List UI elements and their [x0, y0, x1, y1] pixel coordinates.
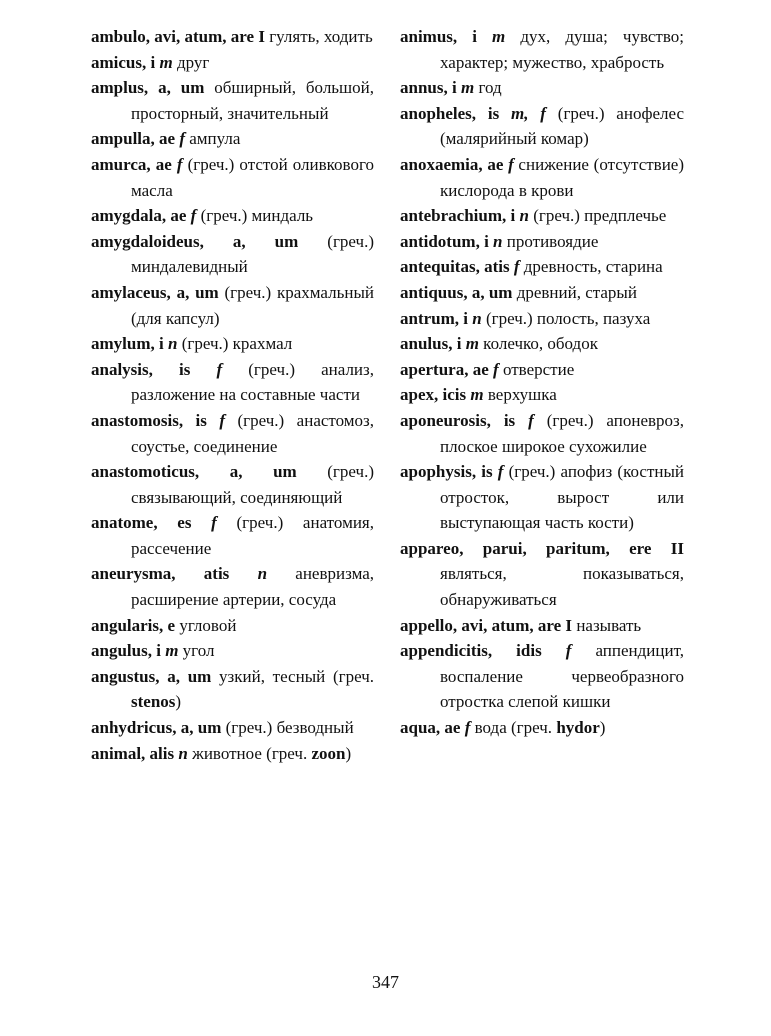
- entry-translation: (греч.) крахмал: [177, 334, 293, 354]
- entry-translation: вода (греч.: [470, 718, 557, 738]
- entry-translation: обширный, большой, просторный, значительный: [131, 78, 374, 123]
- entry-translation: угловой: [175, 615, 237, 635]
- entry-gender: f: [528, 410, 534, 430]
- entry-translation: снижение (отсутствие) кислорода в крови: [440, 154, 684, 200]
- entry-lemma: appareo, parui, paritum, ere II: [400, 538, 684, 558]
- entry-translation: ампула: [184, 129, 241, 149]
- entry-lemma: antebrachium, i: [400, 206, 516, 226]
- entry-closing-paren: ): [175, 692, 182, 712]
- dictionary-entry: [91, 203, 374, 229]
- entry-translation: являться, показываться, обнаруживаться: [440, 564, 684, 610]
- entry-gender: f: [508, 154, 514, 174]
- dictionary-entry: [400, 613, 684, 639]
- entry-translation: (греч.) миндаль: [196, 206, 314, 226]
- dictionary-entry: [91, 715, 374, 741]
- dictionary-entry: [91, 152, 374, 203]
- entry-greek-word: hydor: [556, 718, 600, 738]
- entry-translation: (греч.) связывающий, соединяющий: [131, 462, 374, 507]
- dictionary-entry: [400, 536, 684, 613]
- entry-lemma: annus, i: [400, 78, 457, 98]
- dictionary-entry: [91, 664, 374, 715]
- left-column: [91, 24, 374, 766]
- dictionary-entry: [400, 408, 684, 459]
- dictionary-entry: [91, 75, 374, 126]
- dictionary-entry: [400, 331, 684, 357]
- entry-translation: (греч.) апофиз (костный отросток, вырост или выступающая часть кости): [440, 462, 684, 533]
- entry-translation: отверстие: [498, 359, 575, 379]
- entry-translation: (греч.) крахмальный (для капсул): [131, 282, 374, 328]
- entry-lemma: anopheles, is: [400, 103, 500, 123]
- entry-greek-word: zoon: [311, 743, 346, 763]
- entry-lemma: antrum, i: [400, 308, 468, 328]
- entry-lemma: angulus, i: [91, 641, 161, 661]
- entry-lemma: angustus, a, um: [91, 666, 212, 686]
- entry-lemma: antiquus, a, um: [400, 282, 513, 302]
- entry-translation: (греч.) апоневроз, плоское широкое сухожилие: [440, 410, 684, 456]
- entry-gender: n: [493, 231, 503, 251]
- entry-gender: f: [565, 641, 572, 661]
- entry-lemma: anastomosis, is: [91, 410, 207, 430]
- entry-lemma: anoxaemia, ae: [400, 154, 504, 174]
- dictionary-entry: [400, 357, 684, 383]
- dictionary-entry: [400, 24, 684, 75]
- entry-closing-paren: ): [345, 743, 352, 763]
- entry-translation: называть: [572, 615, 642, 635]
- entry-gender: f: [513, 257, 520, 277]
- entry-gender: f: [211, 513, 217, 533]
- entry-translation: (греч.) анатомия, рассечение: [131, 513, 374, 558]
- dictionary-entry: [400, 715, 684, 741]
- entry-translation: верхушка: [483, 385, 557, 405]
- entry-gender: f: [176, 154, 183, 174]
- entry-lemma: aponeurosis, is: [400, 410, 516, 430]
- entry-translation: друг: [172, 52, 210, 72]
- right-column: [400, 24, 684, 741]
- entry-lemma: amylaceus, a, um: [91, 282, 219, 302]
- dictionary-entry: [400, 75, 684, 101]
- dictionary-entry: [91, 638, 374, 664]
- entry-lemma: apophysis, is: [400, 462, 493, 482]
- dictionary-entry: [91, 510, 374, 561]
- entry-lemma: amurca, ae: [91, 154, 172, 174]
- entry-lemma: angularis, e: [91, 615, 176, 635]
- entry-gender: f: [190, 206, 197, 226]
- entry-translation: узкий, тесный (греч.: [211, 666, 374, 686]
- entry-lemma: amylum, i: [91, 334, 164, 354]
- entry-lemma: analysis, is: [91, 359, 191, 379]
- entry-lemma: aneurysma, atis: [91, 564, 230, 584]
- entry-lemma: amplus, a, um: [91, 78, 205, 98]
- dictionary-entry: [91, 357, 374, 408]
- dictionary-entry: [400, 101, 684, 152]
- entry-gender: m: [470, 385, 484, 405]
- entry-gender: n: [167, 334, 178, 354]
- entry-lemma: antidotum, i: [400, 231, 489, 251]
- entry-translation: (греч.) безводный: [221, 718, 354, 738]
- entry-gender: n: [257, 564, 268, 584]
- dictionary-entry: [400, 306, 684, 332]
- entry-gender: f: [179, 129, 185, 149]
- entry-gender: m: [492, 27, 506, 46]
- dictionary-entry: [91, 229, 374, 280]
- entry-gender: m, f: [511, 103, 546, 123]
- entry-translation: (греч.) полость, пазуха: [481, 308, 651, 328]
- entry-gender: m: [165, 641, 179, 661]
- entry-gender: f: [464, 718, 471, 738]
- dictionary-entry: [91, 126, 374, 152]
- entry-translation: (греч.) анастомоз, соустье, соединение: [131, 410, 375, 456]
- entry-lemma: anatome, es: [91, 513, 192, 533]
- entry-gender: f: [497, 462, 504, 482]
- entry-lemma: aqua, ae: [400, 718, 461, 738]
- dictionary-entry: [400, 254, 684, 280]
- entry-lemma: anhydricus, a, um: [91, 718, 222, 738]
- entry-gender: f: [216, 359, 223, 379]
- dictionary-entry: [91, 24, 374, 50]
- entry-translation: противоядие: [502, 231, 599, 251]
- entry-translation: аневризма, расширение артерии, сосуда: [131, 564, 375, 610]
- entry-translation: (греч.) отстой оливкового масла: [131, 154, 375, 200]
- entry-translation: (греч.) анализ, разложение на составные части: [131, 359, 374, 405]
- entry-lemma: amygdaloideus, a, um: [91, 231, 299, 251]
- dictionary-entry: [91, 459, 374, 510]
- entry-translation: гулять, ходить: [264, 27, 373, 46]
- entry-gender: f: [493, 359, 499, 379]
- dictionary-entry: [91, 613, 374, 639]
- dictionary-entry: [400, 280, 684, 306]
- entry-lemma: ampulla, ae: [91, 129, 176, 149]
- entry-translation: (греч.) миндалевидный: [131, 231, 375, 277]
- dictionary-entry: [91, 50, 374, 76]
- entry-lemma: appendicitis, idis: [400, 641, 542, 661]
- entry-translation: колечко, ободок: [478, 334, 598, 354]
- entry-lemma: ambulo, avi, atum, are I: [91, 27, 265, 46]
- entry-lemma: animus, i: [400, 27, 477, 46]
- dictionary-entry: [400, 152, 684, 203]
- entry-lemma: apex, icis: [400, 385, 467, 405]
- dictionary-entry: [91, 561, 374, 612]
- entry-lemma: appello, avi, atum, are I: [400, 615, 573, 635]
- entry-gender: n: [519, 206, 529, 226]
- dictionary-entry: [400, 382, 684, 408]
- entry-translation: древность, старина: [519, 257, 663, 277]
- entry-translation: (греч.) предплечье: [528, 206, 667, 226]
- page-number: 347: [372, 972, 399, 992]
- entry-translation: угол: [178, 641, 215, 661]
- entry-greek-word: stenos: [131, 692, 176, 712]
- dictionary-entry: [400, 229, 684, 255]
- entry-translation: животное (греч.: [187, 743, 312, 763]
- entry-translation: год: [474, 78, 502, 98]
- entry-gender: f: [219, 410, 226, 430]
- entry-lemma: apertura, ae: [400, 359, 489, 379]
- entry-translation: аппендицит, воспаление червеобразного отростка слепой кишки: [440, 641, 684, 712]
- entry-gender: m: [465, 334, 479, 354]
- entry-translation: (греч.) анофелес (малярийный комар): [440, 103, 685, 149]
- entry-gender: m: [460, 78, 475, 98]
- entry-lemma: amicus, i: [91, 52, 156, 72]
- dictionary-entry: [91, 408, 374, 459]
- entry-translation: древний, старый: [512, 282, 637, 302]
- dictionary-entry: [400, 459, 684, 536]
- dictionary-entry: [91, 741, 374, 767]
- entry-lemma: anulus, i: [400, 334, 462, 354]
- dictionary-entry: [400, 203, 684, 229]
- entry-lemma: anastomoticus, a, um: [91, 462, 297, 482]
- dictionary-entry: [400, 638, 684, 715]
- dictionary-entry: [91, 331, 374, 357]
- entry-lemma: antequitas, atis: [400, 257, 510, 277]
- entry-lemma: animal, alis: [91, 743, 175, 763]
- entry-lemma: amygdala, ae: [91, 206, 187, 226]
- entry-gender: m: [159, 52, 173, 72]
- entry-closing-paren: ): [599, 718, 606, 738]
- dictionary-entry: [91, 280, 374, 331]
- entry-gender: n: [178, 743, 188, 763]
- entry-gender: n: [472, 308, 482, 328]
- entry-translation: дух, душа; чувство; характер; мужество, храбрость: [440, 27, 684, 72]
